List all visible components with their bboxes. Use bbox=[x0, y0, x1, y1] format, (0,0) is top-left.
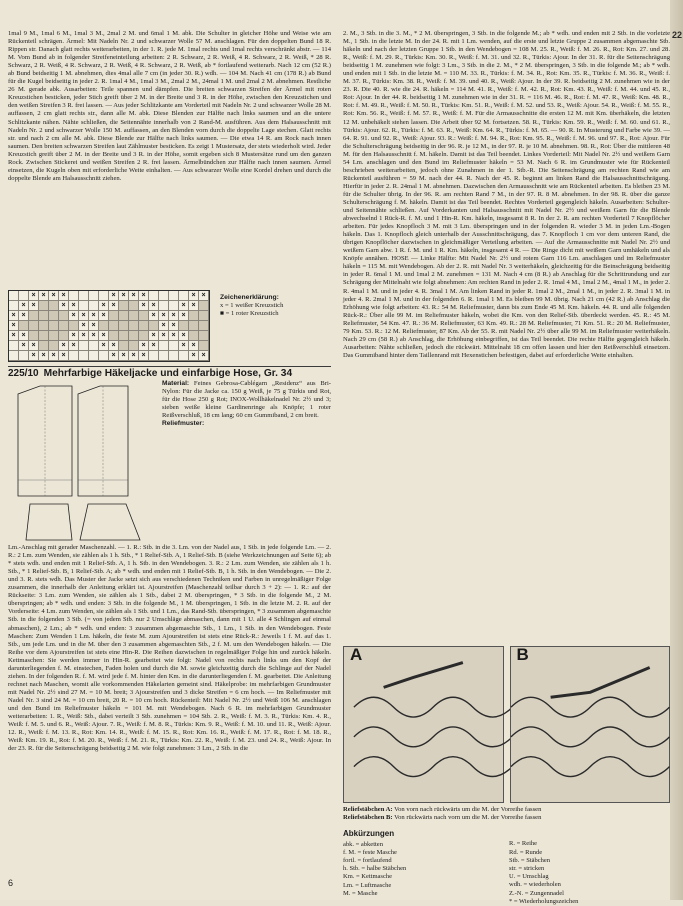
chart-cell: × bbox=[129, 291, 139, 301]
caption-b bbox=[343, 814, 670, 822]
chart-cell bbox=[59, 331, 69, 341]
chart-cell: × bbox=[119, 351, 129, 361]
chart-cell: × bbox=[159, 321, 169, 331]
chart-cell: × bbox=[9, 321, 19, 331]
chart-cell bbox=[79, 351, 89, 361]
chart-cell bbox=[9, 351, 19, 361]
pattern-heading bbox=[8, 370, 331, 378]
chart-cell: × bbox=[119, 291, 129, 301]
chart-cell bbox=[9, 341, 19, 351]
legend-red-stitch: ■ = 1 roter Kreuzstich bbox=[220, 310, 279, 317]
chart-cell: × bbox=[19, 331, 29, 341]
pattern-number: 225/10 bbox=[8, 368, 39, 379]
pattern-title: Mehrfarbige Häkeljacke und einfarbige Hose, Gr. 34 bbox=[43, 368, 293, 379]
chart-cell bbox=[39, 321, 49, 331]
chart-cell: × bbox=[39, 351, 49, 361]
chart-cell bbox=[159, 341, 169, 351]
chart-cell: × bbox=[89, 311, 99, 321]
chart-cell: × bbox=[139, 291, 149, 301]
material-text bbox=[162, 380, 331, 544]
chart-cell bbox=[19, 291, 29, 301]
abbr-item: abk. = abketten bbox=[343, 840, 383, 848]
chart-cell: × bbox=[189, 301, 199, 311]
abbr-item: Z.-N. = Zungennadel bbox=[509, 889, 564, 897]
chart-cell bbox=[119, 321, 129, 331]
chart-cell: × bbox=[29, 351, 39, 361]
chart-cell: × bbox=[199, 291, 209, 301]
chart-cell bbox=[39, 341, 49, 351]
cross-stitch-chart bbox=[8, 290, 210, 362]
abbreviations-right bbox=[509, 830, 659, 906]
chart-cell: × bbox=[109, 341, 119, 351]
chart-cell bbox=[129, 311, 139, 321]
chart-cell: × bbox=[109, 351, 119, 361]
chart-cell: × bbox=[29, 341, 39, 351]
hook-technique-b-illustration bbox=[511, 647, 670, 802]
chart-cell: × bbox=[9, 331, 19, 341]
abbreviations-box bbox=[343, 830, 670, 906]
chart-legend bbox=[220, 290, 283, 318]
chart-cell: × bbox=[49, 291, 59, 301]
chart-cell: × bbox=[159, 311, 169, 321]
chart-cell: × bbox=[169, 321, 179, 331]
chart-cell: × bbox=[99, 311, 109, 321]
chart-cell bbox=[139, 331, 149, 341]
chart-cell: × bbox=[49, 351, 59, 361]
chart-cell bbox=[49, 301, 59, 311]
chart-cell bbox=[69, 291, 79, 301]
abbr-item: fortl. = fortlaufend bbox=[343, 857, 392, 865]
left-intro-text: 1mal 9 M., 1mal 6 M., 1mal 3 M., 2mal 2 M. und 6mal 1 M. abk. Die Schulter in gleicher Höhe und Weise wie am Rückenteil schrägen. Ärmel: Mit Nadeln Nr. 2 und schwarzer Wolle 57 M. anschlagen. Für den doppelten Bund 18 R. Rippen str. Danach glatt rechts weiterarbeiten, in der 1. R. jede M. 1mal rechts und 1mal rechts verschränkt abstr. — 114 M. Vom Bund ab in folgender Streifeneinteilung arbeiten: 2 R. Schwarz, 2 R. Weiß, 4 R. Schwarz, 2 R. Weiß, * 28 R. Schwarz, 2 R. Weiß, 4 R. Schwarz, 2 R. Weiß, 4 R. Schwarz, 2 R. Weiß, ab * fortlaufend weiterarb. Nach 12 cm (52 R.) ab Bund beidseitig 1 M. abnehmen, dies 4mal alle 7 cm (in jeder 30. R.) wdh. — 104 M. Nach 41 cm (178 R.) ab Bund für die Kugel beidseitig in jeder 2. R. 1mal 4 M., 1mal 3 M., 2mal 2 M., 24mal 1 M. und 2mal 2 M. abnehmen. Restliche 26 M. gerade abk. Ausarbeiten: Teile spannen und dämpfen. Die breiten schwarzen Streifen der Ärmel mit roten Kreuzstichen besticken, jeder Stich greift über 2 M. in der Breite und 3 R. in der Höhe, zwischen den Kreuzstichen und den weißen Streifen 3 R. frei lassen. — Aus jeder Schlitzkante am Vorderteil mit Nadeln Nr. 2 und schwarzer Wolle 28 M. auffassen, 2 cm glatt rechts str., dann alle M. abk. Diese Blenden zur Hälfte nach links saumen und an die untere Schlitzkante nähen. Nähte schließen, die Seitennähte innerhalb von 2 Rand-M. ausführen. Aus dem Halsausschnitt mit Nadeln Nr. 2 und schwarzer Wolle 150 M. auffassen, an den Blenden vorn durch die doppelte Lage stechen. Glatt rechts str. und nach 2 cm alle M. abk. Diese Blende zur Hälfte nach links saumen. — Die etwa 14 R. am Rock nach innen saumen. Den breiten schwarzen Streifen laut Zählmuster besticken. Es zeigt 1 Mustersatz, der stets wiederholt wird. Jeder Kreuzstich greift über 2 M. in der Breite und 3 R. in der Höhe, somit ergeben sich 8 Mustersätze rund um den ganzen Rock. Zwischen Stickerei und weißen Streifen 2 R. frei lassen. Ärmelbündchen zur Hälfte nach innen saumen. Ärmel einsetzen, die Kugeln oben mit erforderliche Weite einhalten. — Aus schwarzer Wolle eine Kordel drehen und durch die doppelte Blende am Halsausschnitt ziehen. bbox=[8, 30, 331, 182]
abbr-item: wdh. = wiederholen bbox=[509, 881, 561, 889]
chart-cell: × bbox=[199, 351, 209, 361]
chart-cell: × bbox=[89, 321, 99, 331]
chart-cell: × bbox=[179, 331, 189, 341]
chart-cell bbox=[19, 321, 29, 331]
section-divider bbox=[8, 366, 331, 367]
chart-cell bbox=[179, 351, 189, 361]
chart-cell: × bbox=[99, 331, 109, 341]
chart-cell: × bbox=[149, 311, 159, 321]
chart-cell: × bbox=[79, 321, 89, 331]
figure-b-label: B bbox=[516, 645, 529, 664]
caption-a bbox=[343, 806, 670, 814]
abbr-item: Km. = Kettmasche bbox=[343, 873, 392, 881]
material-row bbox=[8, 380, 331, 544]
relief-pattern-label: Reliefmuster: bbox=[162, 420, 205, 428]
abbr-item: Lm. = Luftmasche bbox=[343, 881, 392, 889]
chart-cell: × bbox=[9, 311, 19, 321]
chart-cell bbox=[39, 311, 49, 321]
chart-cell bbox=[99, 321, 109, 331]
abbr-item: R. = Reihe bbox=[509, 840, 538, 848]
technique-figures bbox=[343, 646, 670, 803]
chart-cell: × bbox=[139, 341, 149, 351]
chart-cell bbox=[149, 351, 159, 361]
chart-cell bbox=[169, 301, 179, 311]
chart-cell bbox=[189, 311, 199, 321]
chart-cell: × bbox=[139, 351, 149, 361]
chart-cell bbox=[159, 351, 169, 361]
abbr-item: Rd. = Runde bbox=[509, 848, 543, 856]
abbreviations-title: Abkürzungen bbox=[343, 829, 395, 839]
chart-cell: × bbox=[99, 341, 109, 351]
chart-cell bbox=[119, 311, 129, 321]
chart-cell bbox=[179, 291, 189, 301]
chart-cell bbox=[49, 321, 59, 331]
chart-cell bbox=[89, 341, 99, 351]
abbr-item: str. = stricken bbox=[509, 865, 545, 873]
chart-cell: × bbox=[79, 311, 89, 321]
chart-cell bbox=[59, 321, 69, 331]
abbr-item: f. M. = feste Masche bbox=[343, 848, 397, 856]
chart-cell bbox=[39, 301, 49, 311]
chart-cell bbox=[169, 291, 179, 301]
chart-cell bbox=[49, 311, 59, 321]
chart-cell bbox=[129, 321, 139, 331]
chart-cell bbox=[59, 311, 69, 321]
chart-cell bbox=[29, 331, 39, 341]
chart-cell bbox=[9, 301, 19, 311]
legend-title: Zeichenerklärung: bbox=[220, 294, 279, 301]
figure-a-label: A bbox=[350, 645, 363, 664]
chart-cell bbox=[29, 311, 39, 321]
chart-cell bbox=[169, 341, 179, 351]
chart-cell bbox=[189, 321, 199, 331]
chart-cell: × bbox=[109, 291, 119, 301]
chart-cell: × bbox=[19, 301, 29, 311]
chart-cell: × bbox=[89, 331, 99, 341]
chart-cell bbox=[169, 351, 179, 361]
chart-cell bbox=[159, 301, 169, 311]
chart-cell bbox=[79, 291, 89, 301]
chart-cell: × bbox=[179, 301, 189, 311]
left-instructions-text: Lm.-Anschlag mit gerader Maschenzahl. — 1. R.: Stb. in die 3. Lm. von der Nadel aus, 1 Stb. in jede folgende Lm. — 2. R.: 2 Lm. zum Wenden, sie zählen als 1 h. Stb., * 1 Relief-Stb. A, 1 Relief-Stb. B (siehe Werkzeichnungen auf Seite 6); ab * stets wdh. und enden mit 1 Relief-Stb. A, 1 h. Stb. in den Wendebogen. 3. R.: 2 Lm. zum Wenden, sie zählen als 1 h. Stb., * 1 Relief-Stb. B, 1 Relief-Stb. A; ab * wdh. und enden mit 1 Relief-Stb. B, 1 h. Stb. in den Wendebogen. — Die 2. und 3. R. stets wdh. Das Muster der Jacke setzt sich aus verschiedenen Techniken und Farben in unregelmäßiger Folge zusammen, die innerhalb der Anleitung erklärt ist. Ajourstreifen (Maschenzahl teilbar durch 3 + 2): — 1. R.: auf der Rückseite: 3 Lm. zum Wenden, sie zählen als 1 Stb., dabei 2 M. überspringen, * 3 Stb. in die folgende M., 2 M. überspringen; ab * wdh. und enden: 3 Stb. in die folgende M., 1 M. überspringen, 1 Stb. in die letzte M. 2. R. auf der Vorderseite: 4 Lm. zum Wenden, sie zählen als 1 Stb. und 1 Lm., das Rand-Stb. überspringen, * 3 zusammen abgemaschte Stb. in die folgenden 3 Stb. (= von jedem Stb. nur 2 Umschläge abmaschen, dann mit 1 U. alle 4 Schlingen auf einmal abmaschen), 2 Lm.; ab * wdh. und enden: 3 zusammen abgemaschte Stb., 1 Lm., 1 Stb. in den Wendebogen. Feste Maschen: Zum Wenden 1 Lm. häkeln, die feste M. zum Ajourstreifen ist stets eine Rück-R.: Jeweils 1 f. M. auf das 1. Stb., um jede Lm. und in die M. über den 3 zusammen abgemaschten Stb., 2 f. M. um den Wendebogen häkeln. — Die Reihe vor dem Ajourstreifen ist stets eine Hin-R. Die Reihen dazwischen in regelmäßiger Folge hin und zurück häkeln. Kettmaschen: Sie werden immer in Hin-R. gearbeitet wie folgt: Nadel von rechts nach links um den Kopf der darunterliegenden f. M. einstechen, Faden holen und durch die M. sowie gleichzeitig durch die Schlinge auf der Nadel ziehen. In der folgenden R. f. M. wird jede f. M. hinter den Km. in die darunterliegenden f. M. gearbeitet. Die Anleitung rechnet nach Maschen, womit alle vorkommenden Häkelarten gemeint sind. Häkelprobe: im mehrfarbigen Grundmuster mit Nadel Nr. 2½ sind 27 M. = 10 M. breit; 3 Ajourstreifen und 3 dicke Streifen = 6 cm hoch. — Im Reliefmuster mit Nadel Nr. 3 sind 24 M. = 10 cm breit, 20 R. = 10 cm hoch. Rückenteil: Mit Nadel Nr. 2½ und Weiß 106 M. anschlagen und den Bund im Reliefmuster häkeln = 101 M. mit Wendebogen. Nach 6 R. im mehrfarbigen Grundmuster weiterarbeiten: 1. R., Weiß: Stb., dabei verteilt 3 Stb. zunehmen = 104 Stb. 2. R., Weiß: f. M. 3. R., Türkis: Km. 4. R., Weiß: f. M. 5. und 6. R., Weiß: Ajour. 7. R., Weiß: f. M. 8. R., Türkis: Km. 9. R., Weiß: f. M. 10. und 11. R., Weiß: Ajour. 12. R., Weiß: f. M. 13. R., Rot: Km. 14. R., Weiß: f. M. 15. R., Rot: Km. 16. R., Weiß: f. M. 17. R., Rot: f. M. 18. R., Weiß: Km. 19. R., Rot: f. M. 20. R., Weiß: f. M. 21. R., Türkis: Km. 22. R., Weiß: f. M. 23. und 24. R., Weiß: Ajour. In der 23. R. für die Seitenschrägung beidseitig 2 M. wie folgt zunehmen: 3 Lm., 2 Stb. in die bbox=[8, 544, 331, 753]
chart-cell bbox=[49, 331, 59, 341]
chart-cell: × bbox=[79, 331, 89, 341]
chart-cell: × bbox=[29, 291, 39, 301]
chart-cell bbox=[119, 301, 129, 311]
chart-cell bbox=[109, 331, 119, 341]
chart-cell bbox=[89, 351, 99, 361]
abbr-item: Stb. = Stäbchen bbox=[509, 856, 551, 864]
legend-white-stitch: x = 1 weißer Kreuzstich bbox=[220, 302, 284, 309]
abbr-item: M. = Masche bbox=[343, 889, 378, 897]
chart-cell: × bbox=[69, 301, 79, 311]
chart-cell bbox=[79, 341, 89, 351]
abbreviations-left bbox=[343, 830, 493, 906]
chart-cell bbox=[129, 341, 139, 351]
chart-cell: × bbox=[179, 341, 189, 351]
chart-cell bbox=[199, 341, 209, 351]
chart-cell bbox=[49, 341, 59, 351]
chart-cell: × bbox=[149, 331, 159, 341]
chart-cell bbox=[89, 291, 99, 301]
chart-cell: × bbox=[59, 351, 69, 361]
material-value: Feines Gebrosa-Cablégarn „Residenz“ aus Bri-Nylon: Für die Jacke ca. 150 g Weiß, je 75 g Türkis und Rot, für die Hose 250 g Rot; INOX-Wollhäkelnadel Nr. 2½ und 3; sieben weiße kleine Gardinenringe als Knöpfe; 1 roter Reißverschluß, 18 cm lang; 60 cm Gummiband, 2 cm breit. bbox=[162, 380, 331, 420]
chart-cell bbox=[89, 301, 99, 311]
hook-technique-a-illustration bbox=[344, 647, 503, 802]
figure-relief-b bbox=[510, 646, 671, 803]
chart-cell: × bbox=[189, 351, 199, 361]
figure-relief-a bbox=[343, 646, 504, 803]
chart-cell bbox=[189, 331, 199, 341]
chart-cell: × bbox=[39, 291, 49, 301]
abbr-item: U. = Umschlag bbox=[509, 873, 549, 881]
chart-cell: × bbox=[159, 331, 169, 341]
chart-cell bbox=[69, 321, 79, 331]
edge-page-number: 22 bbox=[671, 30, 682, 40]
chart-cell bbox=[79, 301, 89, 311]
caption-a-text: Von vorn nach rückwärts um die M. der Vorreihe fassen bbox=[394, 806, 542, 813]
chart-cell: × bbox=[69, 341, 79, 351]
right-instructions-text: 2. M., 3 Stb. in die 3. M., * 2 M. überspringen, 3 Stb. in die folgende M.; ab * wdh. und enden mit 2 Stb. in die vorletzte M., 1 Stb. in die letzte M. In der 24. R. mit 1 Lm. wenden, auf die erste und letzte Gruppe 2 zusammen abgemaschte Stb. häkeln und nach der letzten Gruppe 1 Stb. in den Wendebogen = 108 M. 25. R., Weiß: f. M. 26. R., Rot: Km. 27. und 28. R., Weiß: f. M. 29. R., Türkis: Km. 30. R., Weiß: f. M. 31. und 32. R., Türkis: Ajour. In der 31. R. für die Seitenschrägung beidseitig 1 M. zunehmen wie folgt: 3 Lm., 3 Stb. in die 2. M., * 2 M. überspringen, 3 Stb. in die folgende M.; ab * wdh. und enden mit 1 Stb. in die letzte M. = 110 M. 33. R., Türkis: f. M. 34. R., Rot: Km. 35. R., Türkis: f. M. 36. R., Weiß: f. M. 37. R., Türkis: Km. 38. R., Weiß: f. M. 39. und 40. R., Weiß: Ajour. In der 39. R. beidseitig 2 M. zunehmen wie in der 23. R. Die 40. R. wie die 24. R. häkeln = 114 M. 41. R., Weiß: f. M. 42. R., Rot: Km. 43. R., Weiß: f. M. 44. und 45. R., Rot: Ajour. In der 44. R. beidseitig 1 M. zunehmen wie in der 31. R. = 116 M. 46. R., Rot: f. M. 47. R., Weiß: Km. 48. R., Rot: f. M. 49. R., Weiß: f. M. 50. R., Türkis: Km. 51. R., Weiß: f. M. 52. und 53. R., Weiß: Ajour. 54. R., Weiß: f. M. 55. R., Rot: Km. 56. R., Weiß: f. M. 57. R., Weiß: f. M. Für die Armausschnitte die ersten 12 M. mit Km. überhäkeln, die letzten 12 M. unbehäkelt stehen lassen. Die Arbeit über 92 M. fortsetzen. 58. R., Türkis: Km. 59. R., Weiß: f. M. 60. und 61. R., Türkis: Ajour. 62. R., Türkis: f. M. 63. R., Weiß: Km. 64. R., Türkis: f. M. 65. — 90. R. In Musterung und Farbe wie 39. — 64. R. 91. und 92. R., Weiß: Ajour. 93. R.: Weiß: f. M. 94. R., Rot: Km. 95. R., Weiß: f. M. 96. und 97. R., Rot: Ajour. Für die Schulterschrägung beidseitig in der 96. R. je 12 M., in der 97. R. je 10 M. abnehmen. 98. R., Rot: Über die mittleren 48 M. für den Halsausschnitt f. M. häkeln. Damit ist das Teil beendet. Linkes Vorderteil: Mit Nadel Nr. 2½ und weißem Garn 54 Lm. anschlagen und den Bund im Reliefmuster häkeln = 53 M. Nach 6 R. im Grundmuster wie für Rückenteil beschrieben weiterarbeiten, jedoch ohne Zunahmen in der 1. Stb.-R. Die Seitenschrägung am rechten Rand wie am Rückenteil ausführen = 59 M. nach der 44. R. Nach der 45. R. beginnt am linken Rand die Halsausschnittschrägung. Hierfür in jeder 2. R. 24mal 1 M. abnehmen. Dazwischen den Armausschnitt wie am Rückenteil arbeiten. Es bleiben 23 M. für die Schulter übrig. In der 96. R. am rechten Rand 7 M., in der 97. R. 8 M. abnehmen. In der 98. R. über die ganze Schulterschrägung f. M. häkeln. Damit ist das Teil beendet. Rechtes Vorderteil gegengleich häkeln. Ausarbeiten: Schulter- und Seitennähte schließen. Auf Vorderkanten und Halsausschnitt mit Nadel Nr. 2½ und weißem Garn für die Blende abwechselnd 1 Rück-R. f. M. und 1 Hin-R. Km. häkeln, insgesamt 8 R. In der 2. R. am rechten Vorderteil 7 Knopflöcher arbeiten. Für jedes Knopfloch 3 M. mit 3 Lm. überspringen und in der folgenden R. wieder 3 M. in jeden Lm.-Bogen häkeln. Das 1. Knopfloch gleich unterhalb der Ausschnittschrägung, das 7. Knopfloch 1 cm vor dem unteren Rand, die übrigen Knopflöcher dazwischen in gleichmäßiger Verteilung arbeiten. — Auf die Armausschnitte mit Nadel Nr. 2½ und weißem Garn abw. 1 R. f. M. und 1 R. Km. häkeln, insgesamt 4 R. — Die Ringe dicht mit weißem Garn umhäkeln und als Knöpfe annähen. HOSE — Linke Hälfte: Mit Nadel Nr. 2½ und rotem Garn 116 Lm. anschlagen und im Reliefmuster häkeln = 115 M. mit Wendebogen. Ab der 2. R. mit Nadel Nr. 3 weiterhäkeln, gleichzeitig für die Beinschrägung beidseitig in jeder R. 6mal 1 M. und 1mal 2 M. zunehmen = 131 M. Nach 4 cm (8 R.) ab Anschlag für die Schrittrundung und zur Schrägung der Mittelnaht wie folgt abnehmen: Am rechten Rand in jeder 2. R. 1mal 4 M., 1mal 2 M., 4mal 1 M., in jeder 2. R. 4mal 1 M. und in jeder 4. R. 3mal 1 M. Am linken Rand in jeder R. 1mal 2 M., 2mal 1 M., in jeder 2. R. 3mal 1 M. in jeder 4. R. 2mal 1 M. und in der folgenden 6. R. 1mal 1 M. Es bleiben 99 M. übrig. Nach 21 cm (42 R.) ab Anschlag die Erhöhung wie folgt arbeiten: 43. R.: 54 M. Reliefmuster, dann bis zum Ende 45 M. Km. häkeln. 44. R. und alle folgenden Rück-R.: Über alle 99 M. im Reliefmuster häkeln, wobei die Km. von den Relief-Stb. überdeckt werden. 45. R.: 45 M. Reliefmuster, 54 Km. 47. R.: 36 M. Reliefmuster, 63 Km. 49. R.: 28 M. Reliefmuster, 71 Km. 51. R.: 20 M. Reliefmuster, 79 Km. 53. R.: 12 M. Reliefmuster, 87 Km. Ab der 55. R. mit Nadel Nr. 2½ über alle 99 M. im Reliefmuster weiterhäkeln. Nach 29 cm (58 R.) ab Anschlag, die Erhöhung einbegriffen, ist das Teil beendet. Die rechte Hälfte gegengleich häkeln. Ausarbeiten: Nähte schließen, jedoch die rückwärt. Mittelnaht 18 cm offen lassen und hier den Reißverschluß einsetzen. Das Gummiband hinter dem Taillenrand mit Hexenstichen befestigen, dabei auf erforderliche Weite einhalten. bbox=[343, 30, 670, 359]
chart-cell: × bbox=[59, 341, 69, 351]
chart-cell: × bbox=[149, 341, 159, 351]
chart-cell: × bbox=[69, 331, 79, 341]
cross-stitch-chart-area bbox=[8, 290, 331, 362]
chart-cell bbox=[199, 321, 209, 331]
chart-cell bbox=[99, 291, 109, 301]
chart-cell bbox=[149, 291, 159, 301]
abbr-item: h. Stb. = halbe Stäbchen bbox=[343, 865, 407, 873]
chart-cell: × bbox=[139, 301, 149, 311]
chart-cell bbox=[119, 331, 129, 341]
chart-cell: × bbox=[109, 301, 119, 311]
chart-cell bbox=[129, 331, 139, 341]
chart-cell: × bbox=[59, 291, 69, 301]
chart-cell: × bbox=[59, 301, 69, 311]
chart-cell bbox=[99, 351, 109, 361]
chart-cell: × bbox=[179, 311, 189, 321]
chart-cell bbox=[149, 321, 159, 331]
chart-cell bbox=[29, 321, 39, 331]
chart-cell bbox=[159, 291, 169, 301]
sewing-pattern-diagram bbox=[8, 380, 156, 544]
chart-cell: × bbox=[169, 331, 179, 341]
chart-cell bbox=[109, 311, 119, 321]
chart-cell: × bbox=[129, 351, 139, 361]
chart-cell: × bbox=[19, 341, 29, 351]
chart-cell bbox=[179, 321, 189, 331]
chart-cell: × bbox=[189, 341, 199, 351]
chart-cell bbox=[139, 321, 149, 331]
chart-cell bbox=[199, 301, 209, 311]
chart-cell bbox=[199, 331, 209, 341]
chart-cell bbox=[139, 311, 149, 321]
caption-b-text: Von rückwärts nach vorn um die M. der Vorreihe fassen bbox=[394, 814, 542, 822]
chart-cell bbox=[9, 291, 19, 301]
chart-cell bbox=[199, 311, 209, 321]
chart-cell: × bbox=[29, 301, 39, 311]
page-number: 6 bbox=[8, 878, 14, 888]
chart-cell: × bbox=[149, 301, 159, 311]
chart-cell bbox=[129, 301, 139, 311]
caption-a-label: Reliefstäbchen A: bbox=[343, 806, 393, 813]
chart-cell: × bbox=[99, 301, 109, 311]
chart-cell bbox=[119, 341, 129, 351]
chart-cell bbox=[19, 351, 29, 361]
chart-cell: × bbox=[19, 311, 29, 321]
chart-cell bbox=[109, 321, 119, 331]
right-column bbox=[343, 30, 670, 906]
chart-cell: × bbox=[189, 291, 199, 301]
material-label: Material: bbox=[162, 380, 190, 388]
chart-cell: × bbox=[69, 311, 79, 321]
left-column bbox=[8, 30, 331, 884]
abbr-item: * = Wiederholungszeichen bbox=[509, 897, 579, 905]
caption-b-label: Reliefstäbchen B: bbox=[343, 814, 393, 822]
chart-cell: × bbox=[169, 311, 179, 321]
chart-cell bbox=[69, 351, 79, 361]
next-page-edge bbox=[670, 0, 683, 900]
figure-captions bbox=[343, 806, 670, 822]
chart-cell bbox=[39, 331, 49, 341]
